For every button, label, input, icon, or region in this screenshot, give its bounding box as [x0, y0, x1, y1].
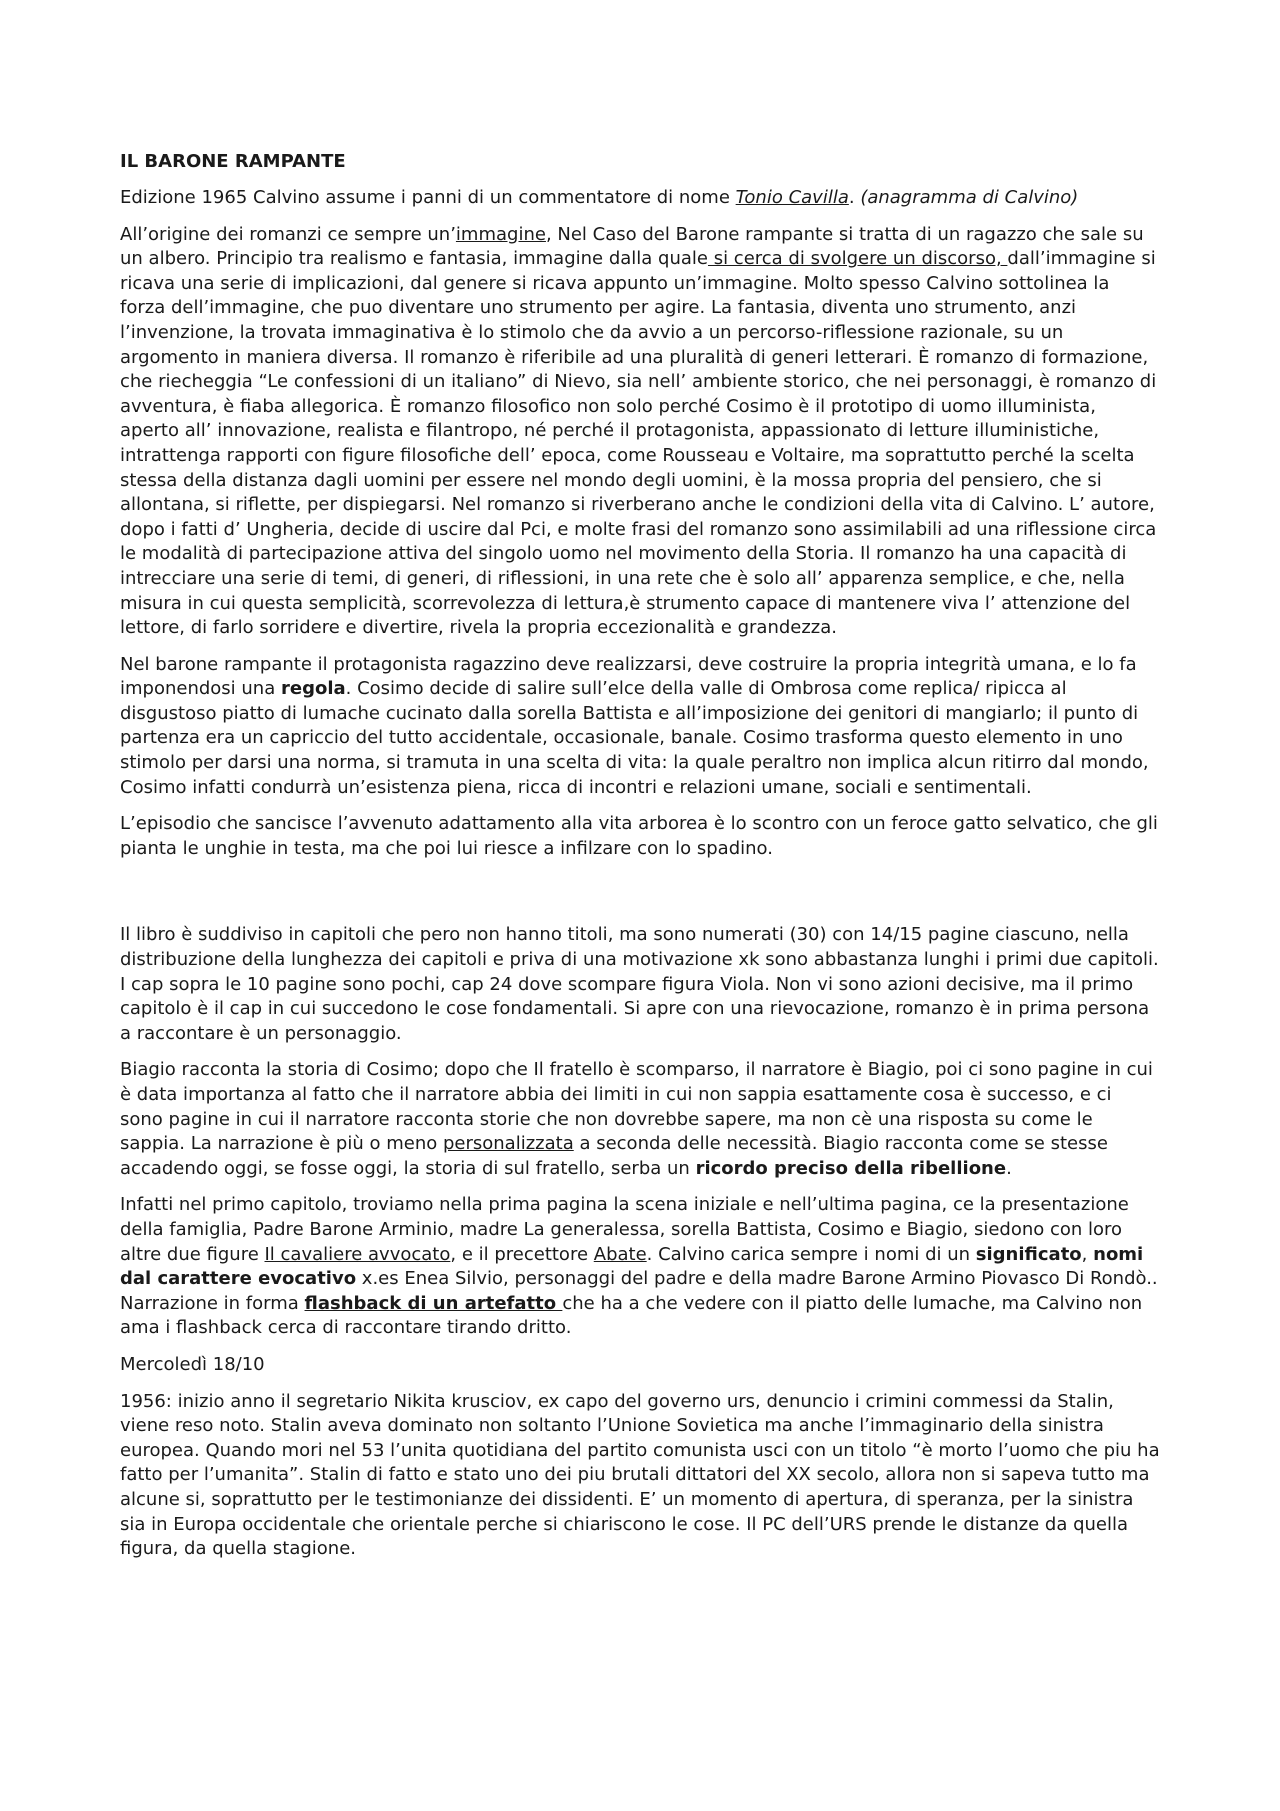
date-heading: Mercoledì 18/10: [120, 1353, 265, 1375]
text: a seconda delle necessità. Biagio racconta come se stesse accadendo oggi, se fosse oggi, la storia di sul fratello, serba un: [120, 1133, 1108, 1179]
document-title: IL BARONE RAMPANTE: [120, 151, 346, 172]
spacer: [120, 873, 1160, 923]
paragraph-rule: [120, 653, 1160, 801]
anagram-note: (anagramma di Calvino): [860, 187, 1079, 208]
text: Biagio racconta la storia di Cosimo; dopo che Il fratello è scomparso, il narratore è Biagio, poi ci sono pagine in cui è data importanza al fatto che il narratore abbia dei limiti in cui non sappia esattamente cosa è successo, e ci sono pagine in cui il narratore racconta storie che non dovrebbe sapere, ma non cè una risposta su come le sappia. La narrazione è più o meno: [120, 1059, 1153, 1155]
text: x.es Enea Silvio, personaggi del padre e della madre Barone Armino Piovasco Di Rondò.. Narrazione in forma: [120, 1268, 1158, 1314]
paragraph-1956: 1956: inizio anno il segretario Nikita krusciov, ex capo del governo urs, denuncio i crimini commessi da Stalin, viene reso noto. Stalin aveva dominato non soltanto l’Unione Sovietica ma anche l’immaginario della sinistra europea. Quando mori nel 53 l’unita quotidiana del partito comunista usci con un titolo “è morto l’uomo che piu ha fatto per l’umanita”. Stalin di fatto e stato uno dei piu brutali dittatori del XX secolo, allora non si sapeva tutto ma alcune si, soprattutto per le testimonianze dei dissidenti. E’ un momento di apertura, di speranza, per la sinistra sia in Europa occidentale che orientale perche si chiariscono le cose. Il PC dell’URS prende le distanze da quella figura, da quella stagione.: [120, 1390, 1160, 1560]
paragraph-chapters: Il libro è suddiviso in capitoli che pero non hanno titoli, ma sono numerati (30) con 14/15 pagine ciascuno, nella distribuzione della lunghezza dei capitoli e priva di una motivazione xk sono abbastanza lunghi i primi due capitoli. I cap sopra le 10 pagine sono pochi, cap 24 dove scompare figura Viola. Non vi sono azioni decisive, ma il primo capitolo è il cap in cui succedono le cose fondamentali. Si apre con una rievocazione, romanzo è in prima persona a raccontare è un personaggio.: [120, 924, 1159, 1044]
underlined-text: immagine: [455, 223, 546, 245]
text: . Calvino carica sempre i nomi di un: [646, 1243, 976, 1265]
text: All’origine dei romanzi ce sempre un’: [120, 223, 456, 245]
bold-text: regola: [280, 678, 346, 700]
text: che ha a che vedere con il piatto delle lumache, ma Calvino non ama i flashback cerca di raccontare tirando dritto.: [120, 1292, 1143, 1339]
text: .: [848, 187, 861, 208]
paragraph-episode: L’episodio che sancisce l’avvenuto adattamento alla vita arborea è lo scontro con un feroce gatto selvatico, che gli pianta le unghie in testa, ma che poi lui riesce a infilzare con lo spadino.: [120, 813, 1158, 859]
bold-underlined-text: flashback di un artefatto: [304, 1292, 563, 1314]
paragraph-narrator: [120, 1058, 1160, 1181]
text: dall’immagine si ricava una serie di implicazioni, dal genere si ricava appunto un’immagine. Molto spesso Calvino sottolinea la forza dell’immagine, che puo diventare uno strumento per agire. La fantasia, diventa uno strumento, anzi l’invenzione, la trovata immaginativa è lo stimolo che da avvio a un percorso-riflessione razionale, su un argomento in maniera diversa. Il romanzo è riferibile ad una pluralità di generi letterari. È romanzo di formazione, che riecheggia “Le confessioni di un italiano” di Nievo, sia nell’ ambiente storico, che nei personaggi, è romanzo di avventura, è fiaba allegorica. È romanzo filosofico non solo perché Cosimo è il prototipo di uomo illuminista, aperto all’ innovazione, realista e filantropo, né perché il protagonista, appassionato di letture illuministiche, intrattenga rapporti con figure filosofiche dell’ epoca, come Rousseau e Voltaire, ma soprattutto perché la scelta stessa della distanza dagli uomini per essere nel mondo degli uomini, è la mossa propria del pensiero, che si allontana, si riflette, per dispiegarsi. Nel romanzo si riverberano anche le condizioni della vita di Calvino. L’ autore, dopo i fatti d’ Ungheria, decide di uscire dal Pci, e molte frasi del romanzo sono assimilabili ad una riflessione circa le modalità di partecipazione attiva del singolo uomo nel movimento della Storia. Il romanzo ha una capacità di intrecciare una serie di temi, di generi, di riflessioni, in una rete che è solo all’ apparenza semplice, e che, nella misura in cui questa semplicità, scorrevolezza di lettura,è strumento capace di mantenere viva l’ attenzione del lettore, di farlo sorridere e divertire, rivela la propria eccezionalità e grandezza.: [120, 248, 1157, 639]
text: , e il precettore: [450, 1243, 594, 1265]
text: Nel barone rampante il protagonista ragazzino deve realizzarsi, deve costruire la propria integrità umana, e lo fa imponendosi una: [120, 653, 1137, 700]
commentator-name: Tonio Cavilla: [735, 187, 849, 208]
text: Infatti nel primo capitolo, troviamo nella prima pagina la scena iniziale e nell’ultima pagina, ce la presentazione della famiglia, Padre Barone Arminio, madre La generalessa, sorella Battista, Cosimo e Biagio, siedono con loro altre due figure: [120, 1194, 1129, 1265]
underlined-text: si cerca di svolgere un discorso,: [707, 248, 1008, 270]
underlined-text: Abate: [593, 1243, 647, 1265]
text: ,: [1081, 1243, 1094, 1265]
paragraph-edition: [120, 186, 1160, 211]
bold-text: ricordo preciso della ribellione: [695, 1157, 1007, 1179]
text: , Nel Caso del Barone rampante si tratta di un ragazzo che sale su un albero. Principio tra realismo e fantasia, immagine dalla quale: [120, 223, 1144, 270]
paragraph-origin: [120, 223, 1160, 641]
bold-text: nomi dal carattere evocativo: [120, 1243, 1144, 1290]
text: .: [1006, 1157, 1012, 1179]
text: . Cosimo decide di salire sull’elce della valle di Ombrosa come replica/ ripicca al disgustoso piatto di lumache cucinato dalla sorella Battista e all’imposizione dei genitori di mangiarlo; il punto di partenza era un capriccio del tutto accidentale, occasionale, banale. Cosimo trasforma questo elemento in uno stimolo per darsi una norma, si tramuta in una scelta di vita: la quale peraltro non implica alcun ritirro dal mondo, Cosimo infatti condurrà un’esistenza piena, ricca di incontri e relazioni umane, sociali e sentimentali.: [120, 678, 1149, 798]
text: Edizione 1965 Calvino assume i panni di un commentatore di nome: [120, 187, 736, 208]
underlined-text: Il cavaliere avvocato: [264, 1243, 451, 1265]
paragraph-first-chapter: [120, 1193, 1160, 1341]
bold-text: significato: [975, 1243, 1082, 1265]
underlined-text: personalizzata: [442, 1133, 574, 1155]
